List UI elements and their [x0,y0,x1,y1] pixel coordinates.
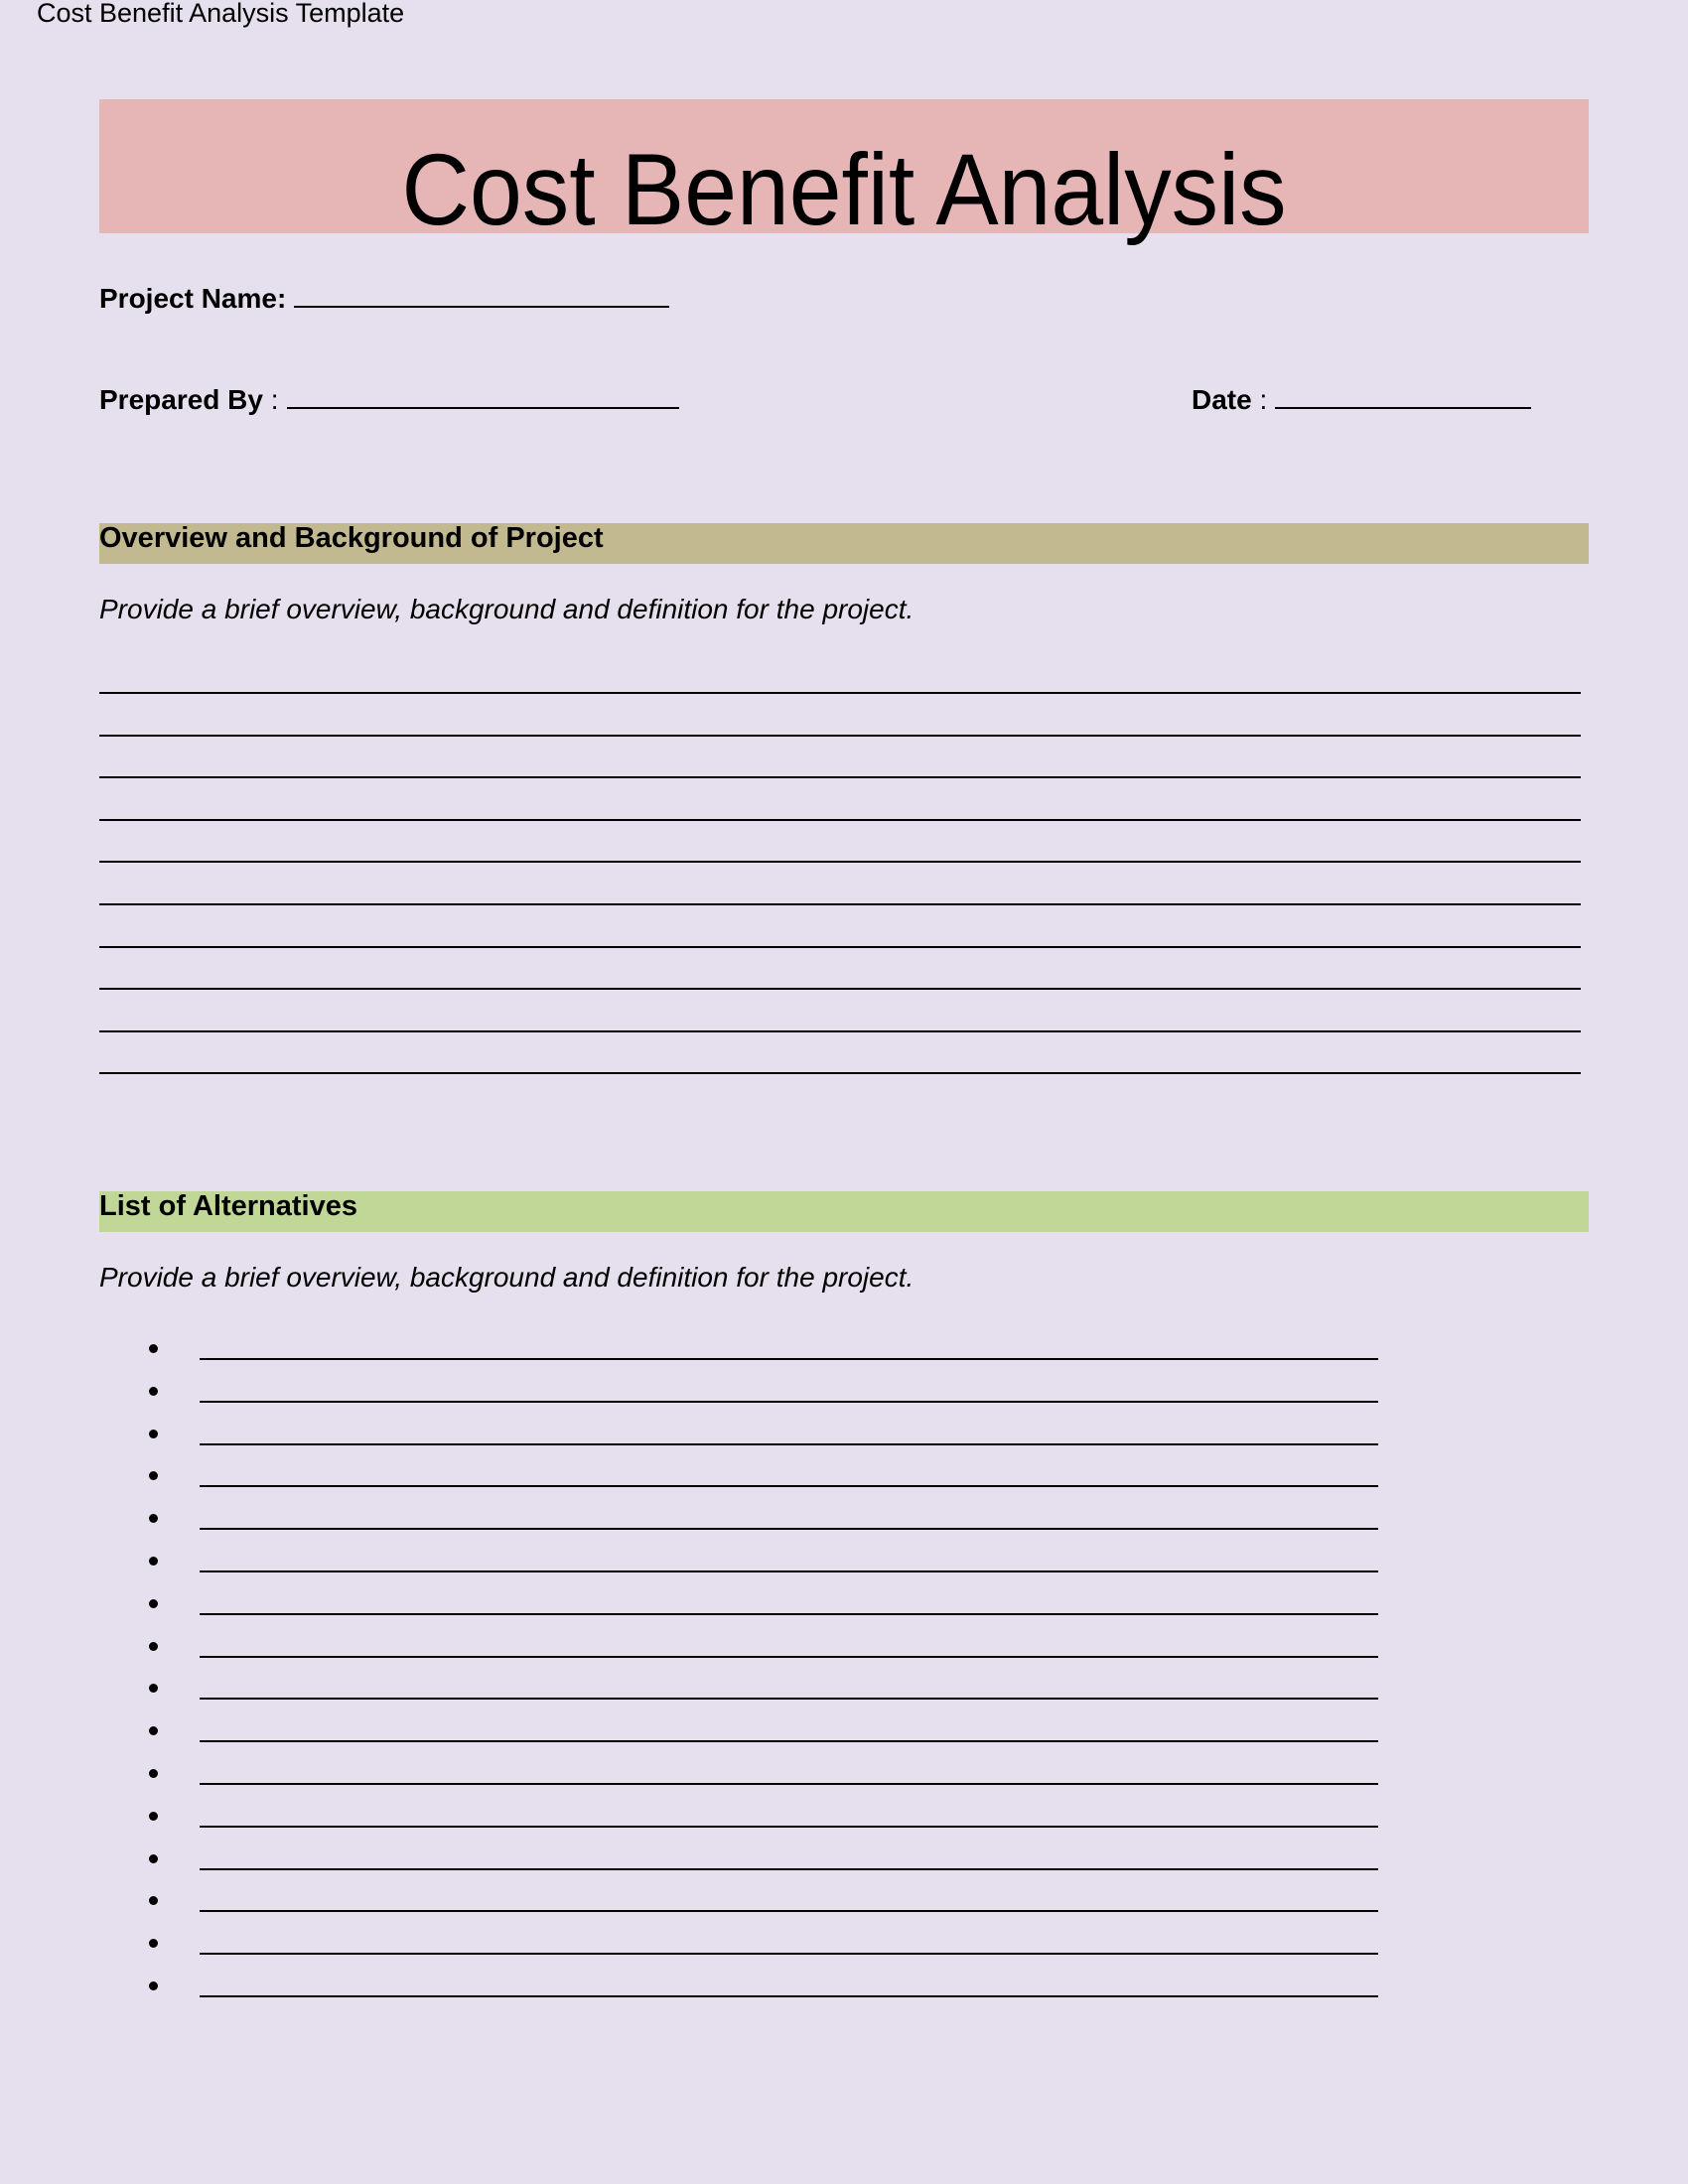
alternative-list-item[interactable] [149,1858,1380,1878]
alternatives-section-heading: List of Alternatives [99,1190,357,1222]
bullet-icon [149,1430,158,1438]
alternative-blank-line[interactable] [200,1868,1378,1870]
overview-section-description: Provide a brief overview, background and definition for the project. [99,594,914,624]
alternative-blank-line[interactable] [200,1443,1378,1445]
project-name-field [99,276,669,316]
alternative-blank-line[interactable] [200,1613,1378,1615]
alternative-list-item[interactable] [149,1773,1380,1793]
overview-blank-line[interactable] [99,692,1581,694]
alternatives-section-header [99,1191,1589,1232]
alternative-blank-line[interactable] [200,1358,1378,1360]
alternative-blank-line[interactable] [200,1528,1378,1530]
overview-blank-line[interactable] [99,776,1581,778]
bullet-icon [149,1557,158,1566]
bullet-icon [149,1854,158,1863]
overview-blank-line[interactable] [99,946,1581,948]
alternative-blank-line[interactable] [200,1953,1378,1955]
document-header: Cost Benefit Analysis Template [37,0,405,28]
bullet-icon [149,1896,158,1905]
bullet-icon [149,1514,158,1523]
date-field [1192,377,1531,417]
prepared-by-label: Prepared By [99,384,263,415]
bullet-icon [149,1981,158,1990]
alternative-list-item[interactable] [149,1433,1380,1453]
project-name-colon: : [276,283,287,314]
bullet-icon [149,1812,158,1821]
date-label: Date [1192,384,1252,415]
prepared-by-colon: : [262,384,279,415]
alternative-list-item[interactable] [149,1561,1380,1580]
page-title: Cost Benefit Analysis [401,133,1287,246]
alternative-list-item[interactable] [149,1646,1380,1666]
alternative-list-item[interactable] [149,1900,1380,1920]
alternative-blank-line[interactable] [200,1783,1378,1785]
alternative-blank-line[interactable] [200,1995,1378,1997]
bullet-icon [149,1684,158,1693]
bullet-icon [149,1471,158,1480]
alternative-blank-line[interactable] [200,1910,1378,1912]
overview-section-header [99,523,1589,564]
prepared-by-input[interactable] [287,377,679,409]
alternative-list-item[interactable] [149,1730,1380,1750]
alternative-blank-line[interactable] [200,1656,1378,1658]
bullet-icon [149,1769,158,1778]
prepared-by-field [99,377,679,417]
overview-blank-line[interactable] [99,1072,1581,1074]
alternative-blank-line[interactable] [200,1401,1378,1403]
bullet-icon [149,1642,158,1651]
alternative-blank-line[interactable] [200,1570,1378,1572]
alternative-blank-line[interactable] [200,1826,1378,1828]
overview-blank-line[interactable] [99,1030,1581,1032]
alternative-blank-line[interactable] [200,1740,1378,1742]
bullet-icon [149,1344,158,1353]
bullet-icon [149,1387,158,1396]
alternative-list-item[interactable] [149,1816,1380,1836]
alternative-blank-line[interactable] [200,1485,1378,1487]
alternative-list-item[interactable] [149,1475,1380,1495]
overview-section-heading: Overview and Background of Project [99,522,604,554]
alternative-list-item[interactable] [149,1348,1380,1368]
alternative-list-item[interactable] [149,1985,1380,2005]
alternative-list-item[interactable] [149,1518,1380,1538]
alternative-list-item[interactable] [149,1688,1380,1707]
alternative-list-item[interactable] [149,1603,1380,1623]
project-name-label: Project Name [99,283,277,314]
project-name-input[interactable] [294,276,669,308]
title-banner [99,99,1589,246]
bullet-icon [149,1599,158,1608]
alternative-list-item[interactable] [149,1391,1380,1411]
overview-blank-line[interactable] [99,903,1581,905]
overview-blank-line[interactable] [99,861,1581,863]
overview-blank-line[interactable] [99,735,1581,737]
date-input[interactable] [1275,377,1531,409]
bullet-icon [149,1726,158,1735]
overview-blank-line[interactable] [99,819,1581,821]
alternative-blank-line[interactable] [200,1698,1378,1700]
alternative-list-item[interactable] [149,1943,1380,1963]
overview-blank-line[interactable] [99,988,1581,990]
bullet-icon [149,1939,158,1948]
date-colon: : [1251,384,1268,415]
alternatives-section-description: Provide a brief overview, background and definition for the project. [99,1262,914,1293]
